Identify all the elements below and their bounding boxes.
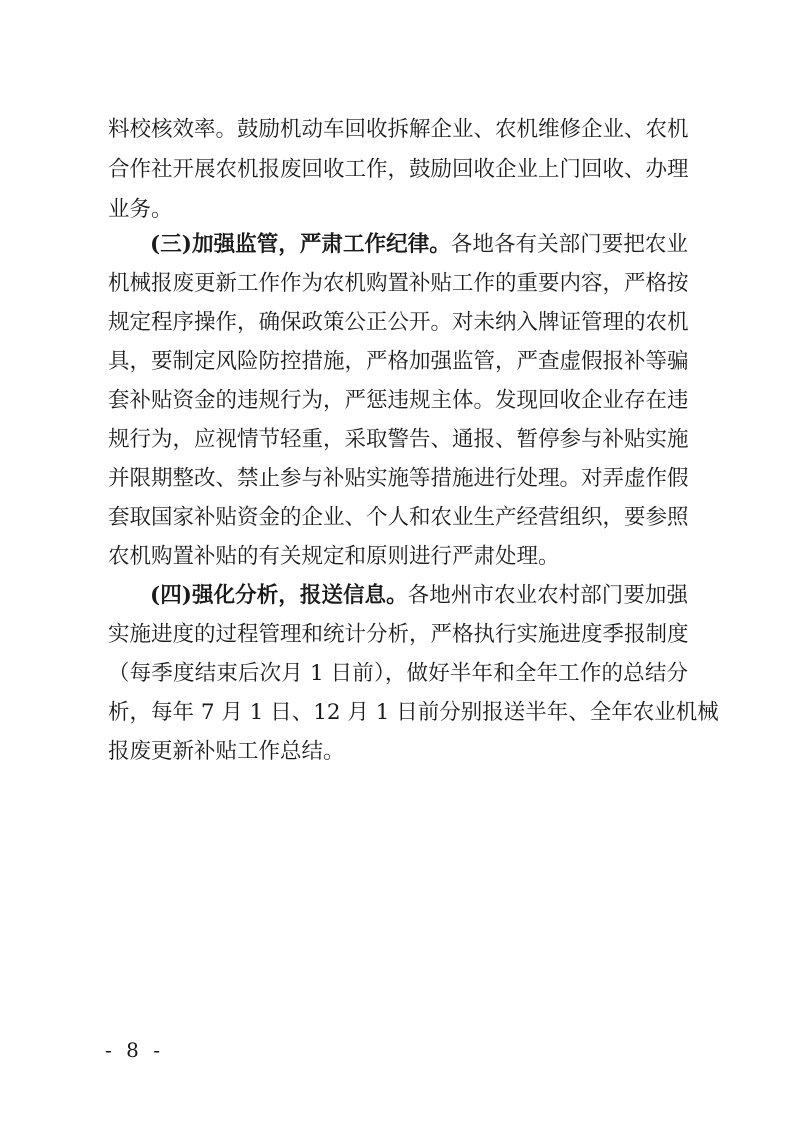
paragraph-3-line-5: 报废更新补贴工作总结。 (108, 739, 345, 764)
paragraph-3-line-2: 实施进度的过程管理和统计分析，严格执行实施进度季报制度 (108, 622, 689, 647)
paragraph-1-line-1: 料校核效率。鼓励机动车回收拆解企业、农机维修企业、农机 (108, 117, 689, 142)
paragraph-2-first-line-text: 各地各有关部门要把农业 (450, 232, 688, 257)
paragraph-1-line-3: 业务。 (108, 197, 173, 222)
paragraph-2-line-4: 具，要制定风险防控措施，严格加强监管，严查虚假报补等骗 (108, 349, 689, 374)
paragraph-2-line-1 (150, 225, 688, 265)
paragraph-3-line-4: 析，每年 7 月 1 日、12 月 1 日前分别报送半年、全年农业机械 (108, 700, 719, 725)
paragraph-1-line-2: 合作社开展农机报废回收工作，鼓励回收企业上门回收、办理 (108, 157, 689, 182)
page-number: - 8 - (105, 1038, 164, 1062)
paragraph-3-line-1 (150, 576, 688, 616)
paragraph-2-line-6: 规行为，应视情节轻重，采取警告、通报、暂停参与补贴实施 (108, 427, 689, 452)
paragraph-2-line-9: 农机购置补贴的有关规定和原则进行严肃处理。 (108, 544, 560, 569)
section-4-heading: (四)强化分析，报送信息。 (150, 583, 408, 608)
paragraph-2-line-3: 规定程序操作，确保政策公正公开。对未纳入牌证管理的农机 (108, 310, 689, 335)
paragraph-2-line-2: 机械报废更新工作作为农机购置补贴工作的重要内容，严格按 (108, 271, 689, 296)
paragraph-3-line-3: （每季度结束后次月 1 日前），做好半年和全年工作的总结分 (108, 661, 688, 686)
paragraph-2-line-7: 并限期整改、禁止参与补贴实施等措施进行处理。对弄虚作假 (108, 466, 689, 491)
paragraph-2-line-5: 套补贴资金的违规行为，严惩违规主体。发现回收企业存在违 (108, 388, 689, 413)
section-3-heading: (三)加强监管，严肃工作纪律。 (150, 232, 451, 257)
paragraph-3-first-line-text: 各地州市农业农村部门要加强 (407, 583, 688, 608)
paragraph-2-line-8: 套取国家补贴资金的企业、个人和农业生产经营组织，要参照 (108, 505, 689, 530)
